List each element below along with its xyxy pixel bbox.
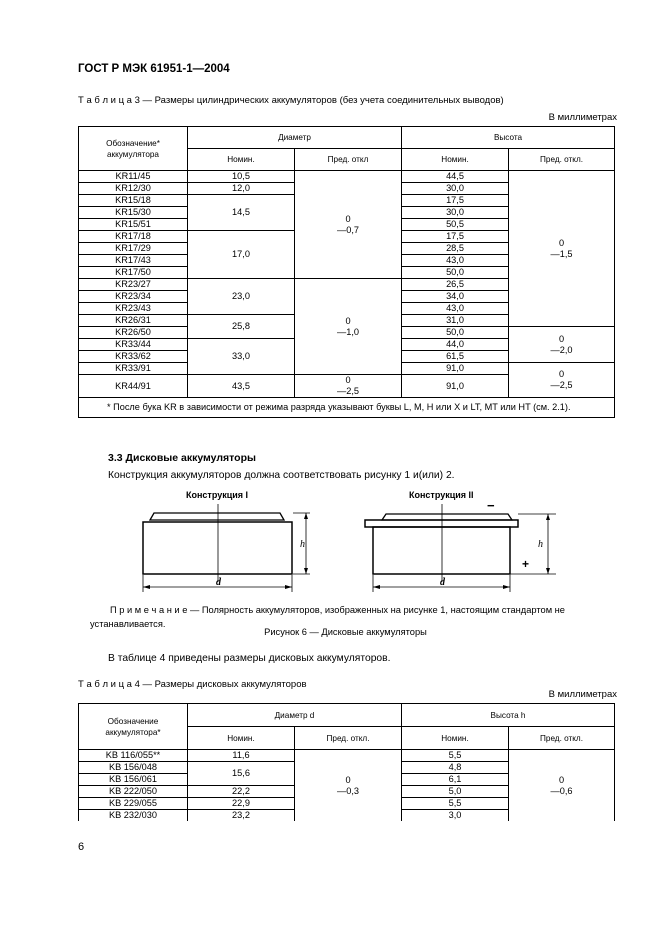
table-row-h: 6,1 (402, 774, 509, 786)
table-row-name: KR26/50 (79, 327, 188, 339)
table-row-name: KR44/91 (79, 375, 188, 398)
plus-sign: + (522, 557, 530, 571)
document-header: ГОСТ Р МЭК 61951-1—2004 (78, 63, 230, 75)
table-row-h: 17,5 (402, 195, 509, 207)
table-row-h: 50,0 (402, 327, 509, 339)
table3-col-h-dev: Пред. откл. (509, 149, 615, 171)
table-row-h: 26,5 (402, 279, 509, 291)
table-row-d: 11,6 (188, 750, 295, 762)
table-row-name: KB 116/055** (79, 750, 188, 762)
table-row-name: KR23/43 (79, 303, 188, 315)
table-row-d: 23,2 (188, 810, 295, 822)
table4 (78, 703, 615, 821)
dim-d-label: d (440, 577, 445, 588)
table4-units: В миллиметрах (548, 689, 617, 700)
table3-units: В миллиметрах (548, 112, 617, 123)
table3-d-group-33: 33,0 (188, 339, 295, 375)
table3-hdev-a: 0 —1,5 (509, 171, 615, 327)
disk-construction-1 (130, 500, 330, 600)
table3-d-group-17: 17,0 (188, 231, 295, 279)
figure-note: П р и м е ч а н и е — Полярность аккумуляторов, изображенных на рисунке 1, настоящим стандартом не устанавливается. (90, 605, 565, 629)
table3-caption: Т а б л и ц а 3 — Размеры цилиндрических аккумуляторов (без учета соединительных выводов) (78, 95, 504, 106)
table-row-name: KR33/44 (79, 339, 188, 351)
figure-label-2: Конструкция II (409, 490, 474, 500)
table-row-d: 43,5 (188, 375, 295, 398)
section-title: 3.3 Дисковые аккумуляторы (108, 452, 256, 464)
table-row-name: KB 229/055 (79, 798, 188, 810)
dim-h-label: h (538, 539, 543, 550)
figure-label-1: Конструкция I (186, 490, 249, 500)
table-row-h: 5,5 (402, 750, 509, 762)
table-row-h: 17,5 (402, 231, 509, 243)
table-row-h: 5,5 (402, 798, 509, 810)
table-row-h: 91,0 (402, 363, 509, 375)
table4-col-h-nom: Номин. (402, 727, 509, 750)
table-row-h: 30,0 (402, 207, 509, 219)
table4-caption: Т а б л и ц а 4 — Размеры дисковых аккумуляторов (78, 679, 307, 690)
table-row-h: 50,5 (402, 219, 509, 231)
table-row-name: KR26/31 (79, 315, 188, 327)
table4-col-h-dev: Пред. откл. (509, 727, 615, 750)
table-row-d: 10,5 (188, 171, 295, 183)
table-row-name: KR17/18 (79, 231, 188, 243)
table-row-h: 44,5 (402, 171, 509, 183)
table-row-name: KR15/18 (79, 195, 188, 207)
table-row-h: 43,0 (402, 255, 509, 267)
page-number: 6 (78, 841, 85, 853)
table-row-h: 28,5 (402, 243, 509, 255)
table4-col-d-nom: Номин. (188, 727, 295, 750)
table3-col-h-nom: Номин. (402, 149, 509, 171)
table3-footnote: * После бука KR в зависимости от режима разряда указывают буквы L, M, H или X и LT, MT или HT (см. 2.1). (79, 398, 615, 418)
table3-ddev-a: 0 —0,7 (295, 171, 402, 279)
table-row-name: KR11/45 (79, 171, 188, 183)
table4-d-group-156: 15,6 (188, 762, 295, 786)
table-row-h: 91,0 (402, 375, 509, 398)
table-row-h: 44,0 (402, 339, 509, 351)
table3-col-designation: Обозначение* аккумулятора (79, 127, 188, 171)
table4-col-designation: Обозначение аккумулятора* (79, 704, 188, 750)
table3-col-height: Высота (402, 127, 615, 149)
table-row-name: KB 156/061 (79, 774, 188, 786)
table3-col-d-nom: Номин. (188, 149, 295, 171)
table3-ddev-c: 0 —2,5 (295, 375, 402, 398)
table3-d-group-15: 14,5 (188, 195, 295, 231)
table3-ddev-b: 0 —1,0 (295, 279, 402, 375)
dim-h-label: h (300, 539, 305, 550)
table3 (78, 126, 615, 418)
table-row-h: 30,0 (402, 183, 509, 195)
table-row-name: KR15/51 (79, 219, 188, 231)
table-row-name: KR17/29 (79, 243, 188, 255)
dim-d-label: d (216, 577, 221, 588)
disk-construction-2 (360, 500, 570, 600)
table-row-h: 5,0 (402, 786, 509, 798)
minus-sign: − (487, 500, 495, 513)
table4-col-diameter: Диаметр d (188, 704, 402, 727)
figure-caption: Рисунок 6 — Дисковые аккумуляторы (264, 627, 427, 637)
table-row-name: KR12/30 (79, 183, 188, 195)
table-row-name: KR23/27 (79, 279, 188, 291)
table-row-d: 22,9 (188, 798, 295, 810)
table-row-name: KR17/50 (79, 267, 188, 279)
table-row-name: KR33/62 (79, 351, 188, 363)
table-row-name: KR23/34 (79, 291, 188, 303)
table4-hdev: 0 —0,6 (509, 750, 615, 822)
table-row-h: 4,8 (402, 762, 509, 774)
table4-ddev: 0 —0,3 (295, 750, 402, 822)
table3-col-diameter: Диаметр (188, 127, 402, 149)
table-row-name: KR33/91 (79, 363, 188, 375)
table-row-name: KB 232/030 (79, 810, 188, 822)
table3-hdev-b: 0 —2,0 (509, 327, 615, 363)
table-row-h: 34,0 (402, 291, 509, 303)
table3-hdev-c: 0 —2,5 (509, 363, 615, 398)
table-row-h: 31,0 (402, 315, 509, 327)
table3-d-group-23: 23,0 (188, 279, 295, 315)
section-text: Конструкция аккумуляторов должна соответствовать рисунку 1 и(или) 2. (108, 470, 455, 481)
table-row-d: 22,2 (188, 786, 295, 798)
table-row-d: 12,0 (188, 183, 295, 195)
table-row-name: KB 156/048 (79, 762, 188, 774)
table4-col-d-dev: Пред. откл. (295, 727, 402, 750)
table-row-h: 61,5 (402, 351, 509, 363)
table4-intro: В таблице 4 приведены размеры дисковых аккумуляторов. (108, 653, 391, 664)
table-row-h: 50,0 (402, 267, 509, 279)
table3-col-d-dev: Пред. откл (295, 149, 402, 171)
table-row-h: 3,0 (402, 810, 509, 822)
table-row-h: 43,0 (402, 303, 509, 315)
table-row-name: KB 222/050 (79, 786, 188, 798)
table-row-name: KR17/43 (79, 255, 188, 267)
table4-col-height: Высота h (402, 704, 615, 727)
table-row-name: KR15/30 (79, 207, 188, 219)
table3-d-group-26: 25,8 (188, 315, 295, 339)
